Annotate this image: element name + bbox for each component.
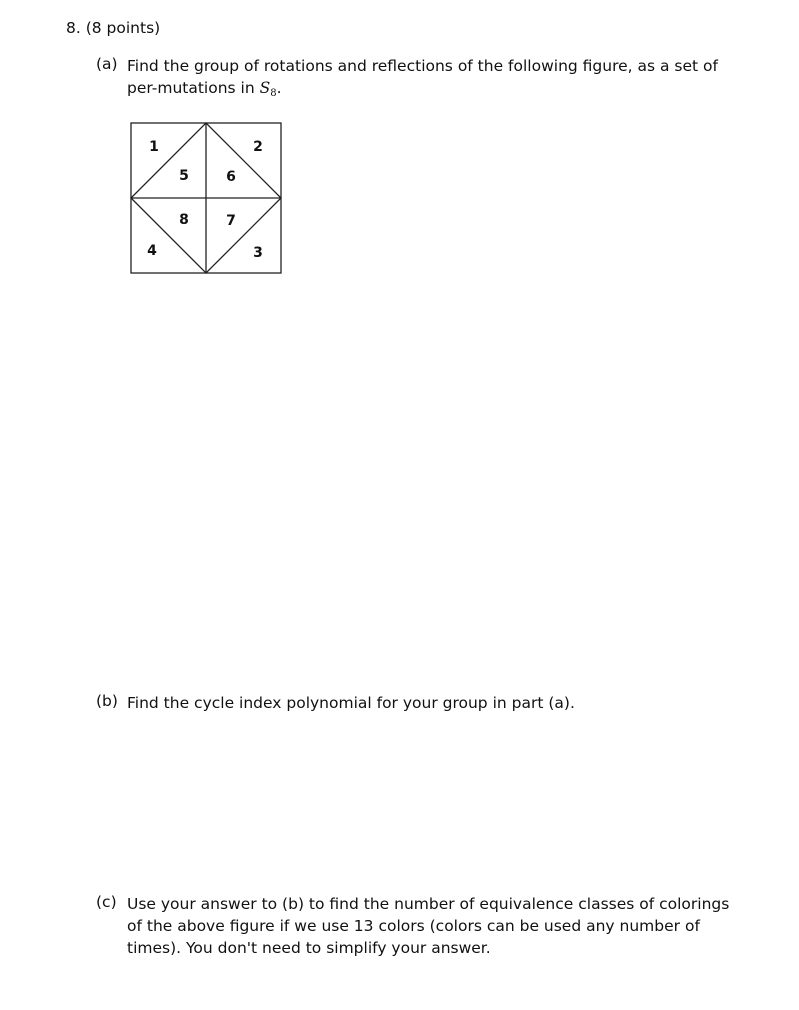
part-a-text <box>127 55 747 105</box>
square-figure-diagram <box>130 122 283 275</box>
region-label-2: 2 <box>253 139 263 155</box>
region-label-4: 4 <box>147 243 157 259</box>
symmetric-group-subscript: 8 <box>270 88 277 99</box>
region-label-6: 6 <box>226 169 236 185</box>
part-a-text-after: . <box>276 79 282 97</box>
problem-header: 8. (8 points) <box>66 19 161 37</box>
region-label-1: 1 <box>149 139 159 155</box>
part-c-label: (c) <box>96 893 117 911</box>
part-a-label: (a) <box>96 55 118 73</box>
region-label-5: 5 <box>179 168 189 184</box>
part-a-text-before: Find the group of rotations and reflections of the following figure, as a set of per-mutations in <box>127 57 718 97</box>
symmetric-group-symbol: S <box>259 79 271 97</box>
region-label-8: 8 <box>179 212 189 228</box>
part-c-text: Use your answer to (b) to find the number of equivalence classes of colorings of the above figure if we use 13 colors (colors can be used any number of times). You don't need to simplify your answer. <box>127 895 730 957</box>
region-label-7: 7 <box>226 213 236 229</box>
part-b-text: Find the cycle index polynomial for your group in part (a). <box>127 694 575 712</box>
region-label-3: 3 <box>253 245 263 261</box>
part-b-label: (b) <box>96 692 118 710</box>
